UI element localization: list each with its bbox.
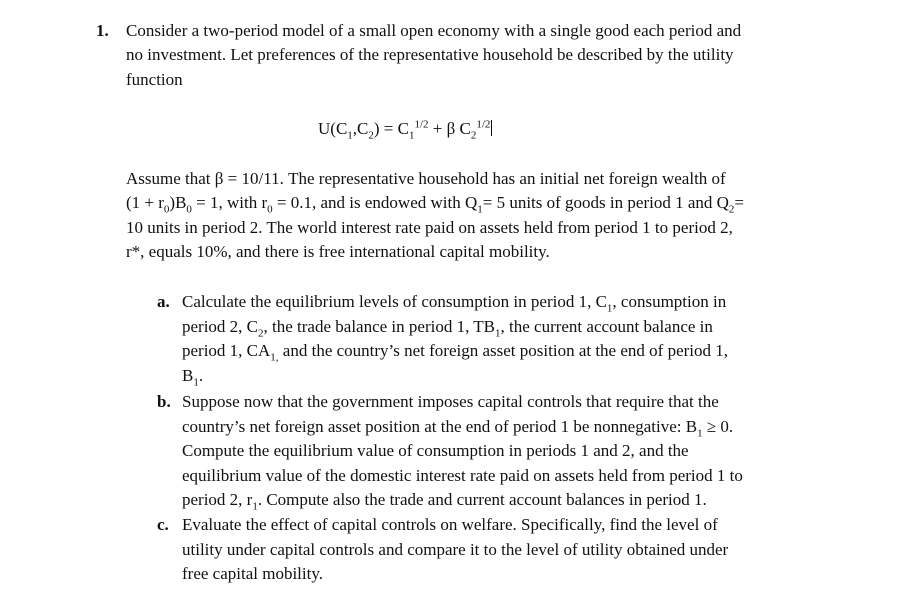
part-b-line-1: Suppose now that the government imposes capital controls that require that the: [182, 392, 719, 411]
assume-line-3: 10 units in period 2. The world interest rate paid on assets held from period 1 to period 2,: [126, 218, 733, 237]
part-a-line-2: period 2, $C_2$, the trade balance in period 1, $TB_1$, the current account balance in: [182, 317, 713, 340]
part-a-label: a.: [157, 292, 170, 311]
part-a-line-4: $B_1$.: [182, 366, 204, 389]
question-number: 1.: [96, 21, 109, 40]
part-b-line-5: period 2, $r_1$. Compute also the trade and current account balances in period 1.: [182, 490, 707, 513]
assume-line-1: Assume that β = 10/11. The representative household has an initial net foreign wealth of: [126, 169, 726, 188]
part-c-label: c.: [157, 515, 169, 534]
intro-line-1: Consider a two-period model of a small open economy with a single good each period and: [126, 21, 742, 40]
part-a-line-1: Calculate the equilibrium levels of consumption in period 1, $C_1$, consumption in: [182, 292, 727, 315]
intro-line-2: no investment. Let preferences of the representative household be described by the utility: [126, 45, 734, 64]
part-c-line-3: free capital mobility.: [182, 564, 323, 583]
part-b-line-4: equilibrium value of the domestic interest rate paid on assets held from period 1 to: [182, 466, 743, 485]
text-cursor: [491, 120, 492, 136]
assume-line-2: $(1 + r_0)B_0 = 1$, with $r_0 = 0.1$, and is endowed with $Q_1= 5$ units of goods in period 1 and $Q_2=$: [126, 193, 744, 216]
part-c-line-1: Evaluate the effect of capital controls on welfare. Specifically, find the level of: [182, 515, 718, 534]
intro-line-3: function: [126, 70, 183, 89]
part-b-line-2: country’s net foreign asset position at the end of period 1 be nonnegative: $B_1 \ge 0$.: [182, 417, 734, 440]
part-c-line-2: utility under capital controls and compare it to the level of utility obtained under: [182, 540, 729, 559]
part-a-line-3: period 1, $CA_{1,}$ and the country’s net foreign asset position at the end of period 1,: [182, 341, 728, 364]
assume-line-4: r*, equals 10%, and there is free international capital mobility.: [126, 242, 550, 261]
utility-function: $U(C_1,C_2) = C_1^{1/2} + \beta$ $C_2^{1/2}$: [318, 118, 491, 142]
part-b-line-3: Compute the equilibrium value of consumption in periods 1 and 2, and the: [182, 441, 689, 460]
part-b-label: b.: [157, 392, 171, 411]
